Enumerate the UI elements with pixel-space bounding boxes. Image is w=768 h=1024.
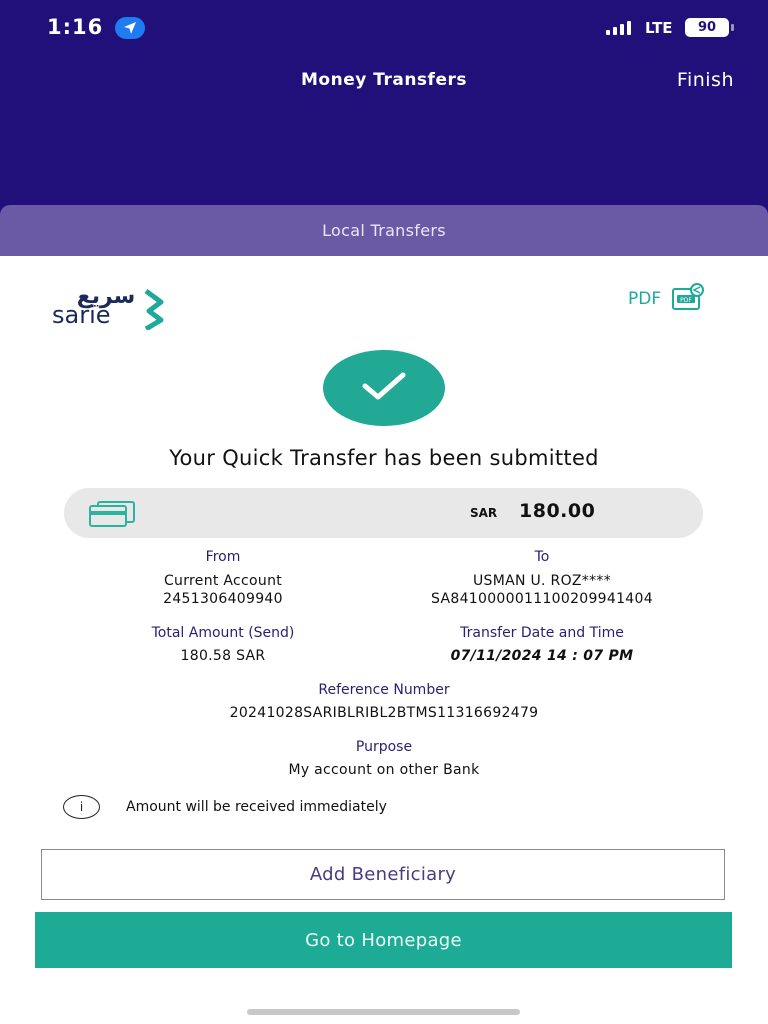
check-icon [361,371,407,405]
confirmation-headline: Your Quick Transfer has been submitted [169,446,599,470]
pdf-share-button[interactable] [628,283,705,315]
info-icon: i [63,795,100,819]
network-type: LTE [645,19,673,37]
status-time: 1:16 [47,15,104,39]
success-check-badge [323,350,445,426]
status-bar [0,0,768,56]
to-name: USMAN U. ROZ**** [473,573,611,589]
transfer-date-label: Transfer Date and Time [460,625,624,641]
signal-icon [606,21,631,35]
svg-text:PDF: PDF [680,297,692,304]
home-indicator[interactable] [247,1009,520,1015]
tab-local-transfers[interactable] [0,205,768,256]
logo-text: sarie [52,301,111,329]
go-to-homepage-button[interactable]: Go to Homepage [35,912,732,968]
tab-label: Local Transfers [322,221,446,240]
page-title: Money Transfers [301,70,467,90]
amount-value: 180.00 [519,500,596,522]
pdf-share-icon [671,283,705,315]
location-arrow-icon [115,17,145,39]
battery-tip [731,24,734,31]
sarie-logo [50,282,175,330]
reference-label: Reference Number [318,682,450,698]
purpose-value: My account on other Bank [288,762,480,778]
info-text: Amount will be received immediately [126,799,387,815]
transfer-date-value: 07/11/2024 14 : 07 PM [450,648,634,664]
from-account-type: Current Account [163,573,283,589]
reference-value: 20241028SARIBLRIBL2BTMS11316692479 [229,705,539,721]
add-beneficiary-button[interactable]: Add Beneficiary [41,849,725,900]
to-iban: SA8410000011100209941404 [431,591,653,607]
finish-button[interactable]: Finish [676,69,734,91]
amount-summary [64,488,703,538]
logo-arabic-text: سريع [76,284,136,309]
total-amount-value: 180.58 SAR [180,648,266,664]
to-label: To [534,549,550,565]
purpose-label: Purpose [355,739,413,755]
amount-currency: SAR [470,506,498,520]
info-note [63,795,387,819]
pdf-label: PDF [628,289,662,309]
card-icon [88,501,136,531]
battery-icon: 90 [685,18,729,37]
total-amount-label: Total Amount (Send) [151,625,295,641]
from-account-number: 2451306409940 [163,591,283,607]
from-label: From [205,549,241,565]
